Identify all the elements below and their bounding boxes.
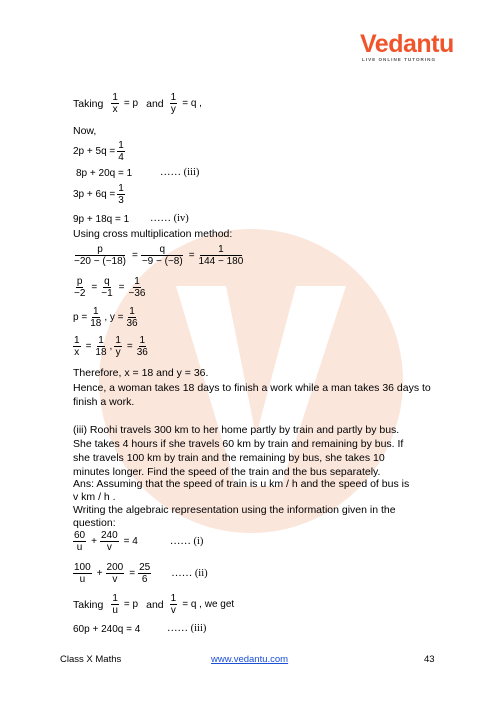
vedantu-logo: Vedantu LIVE ONLINE TUTORING	[360, 30, 454, 62]
equation-iv-tag: …… (iv)	[150, 213, 189, 224]
footer-website-link[interactable]: www.vedantu.com	[211, 654, 289, 665]
therefore-line: Therefore, x = 18 and y = 36.	[73, 367, 209, 379]
equation-ii: $\frac{100}{u}$ + $\frac{200}{v}$ = $\frac{25}{6}$ …… (ii)	[74, 562, 208, 585]
writing-line-2: question:	[73, 517, 116, 529]
answer-line-2: v km / h .	[73, 491, 116, 503]
equation-iii-tag: …… (iii)	[160, 167, 200, 178]
simplified-ratio: $\frac{p}{-2}$ = $\frac{q}{-1}$ = $\frac{1}{-36}$	[74, 276, 146, 299]
cross-multiplication-heading: Using cross multiplication method:	[73, 228, 233, 240]
question-line-2: She takes 4 hours if she travels 60 km by train and remaining by bus. If	[73, 438, 404, 450]
equation-2: 3p + 6q = $\frac{1}{3}$	[73, 183, 124, 206]
equation-iv: 9p + 18q = 1	[73, 214, 130, 225]
equation-iii-b: 60p + 240q = 4	[73, 624, 141, 635]
question-line-4: minutes longer. Find the speed of the train and the bus separately.	[73, 466, 381, 478]
substitution-line-2: Taking $\frac{1}{u}$ = p and $\frac{1}{v}$ = q , we get	[73, 593, 235, 616]
substitution-line-1: Taking $\frac{1}{x}$ = p and $\frac{1}{y}$ = q ,	[73, 92, 202, 115]
question-line-1: (iii) Roohi travels 300 km to her home partly by train and partly by bus.	[73, 424, 400, 436]
conclusion-line-1: Hence, a woman takes 18 days to finish a work while a man takes 36 days to	[73, 382, 431, 394]
equation-iii: 8p + 20q = 1	[76, 168, 133, 179]
equation-i: $\frac{60}{u}$ + $\frac{240}{v}$ = 4 …… (i)	[74, 530, 204, 553]
footer-subject: Class X Maths	[60, 654, 122, 665]
equation-1: 2p + 5q = $\frac{1}{4}$	[73, 140, 124, 163]
now-label: Now,	[73, 125, 97, 137]
equation-iii-b-tag: …… (iii)	[167, 623, 207, 634]
x-y-reciprocal: $\frac{1}{x}$ = $\frac{1}{18}$ , $\frac{1}{y}$ = $\frac{1}{36}$	[74, 335, 148, 358]
conclusion-line-2: finish a work.	[73, 396, 135, 408]
p-q-values: p = $\frac{1}{18}$ , y = $\frac{1}{36}$	[73, 306, 138, 329]
question-line-3: she travels 100 km by train and the remaining by bus, she takes 10	[73, 452, 385, 464]
answer-line-1: Ans: Assuming that the speed of train is u km / h and the speed of bus is	[73, 478, 410, 490]
page-number: 43	[424, 654, 435, 665]
writing-line-1: Writing the algebraic representation using the information given in the	[73, 504, 396, 516]
cross-multiplication-equation: $\frac{p}{-20 - (-18)}$ = $\frac{q}{-9 - (-8)}$ = $\frac{1}{144 - 180}$	[74, 244, 244, 267]
